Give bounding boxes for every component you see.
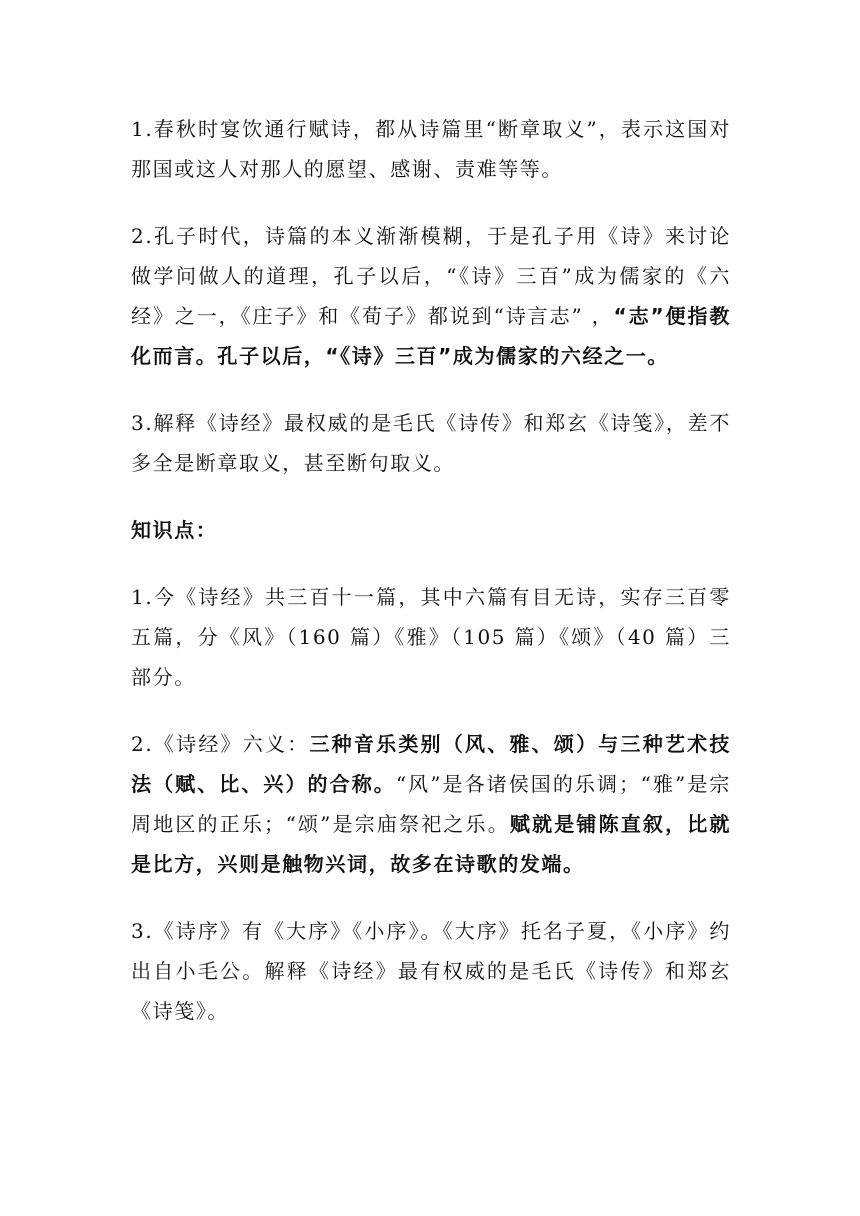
paragraph-1: 1.春秋时宴饮通行赋诗，都从诗篇里“断章取义”，表示这国对那国或这人对那人的愿望、感谢、责难等等。 xyxy=(131,117,731,181)
paragraph-3: 3.解释《诗经》最权威的是毛氏《诗传》和郑玄《诗笺》，差不多全是断章取义，甚至断句取义。 xyxy=(131,411,731,475)
paragraph-2 xyxy=(131,216,731,376)
knowledge-point-2 xyxy=(131,724,731,884)
document-body xyxy=(131,109,731,1058)
knowledge-point-2-prefix: 2.《诗经》六义： xyxy=(131,732,310,756)
knowledge-point-2-middle: “风”是各诸侯国的乐调；“雅”是宗周地区的正乐；“颂”是宗庙祭祀之乐。 xyxy=(131,772,731,836)
knowledge-point-2-bold-1: 三种音乐类别（风、雅、颂）与三种艺术技法（赋、比、兴）的合称。 xyxy=(131,732,732,796)
section-heading: 知识点： xyxy=(131,518,218,542)
knowledge-point-3: 3.《诗序》有《大序》《小序》。《大序》托名子夏，《小序》约出自小毛公。解释《诗经》最有权威的是毛氏《诗传》和郑玄《诗笺》。 xyxy=(131,919,731,1023)
knowledge-point-1: 1.今《诗经》共三百十一篇，其中六篇有目无诗，实存三百零五篇，分《风》（160 篇）《雅》（105 篇）《颂》（40 篇）三部分。 xyxy=(131,585,731,689)
knowledge-point-2-bold-2: 赋就是铺陈直叙，比就是比方，兴则是触物兴词，故多在诗歌的发端。 xyxy=(131,812,732,876)
paragraph-2-bold: “志”便指教化而言。孔子以后，“《诗》三百”成为儒家的六经之一。 xyxy=(131,304,731,368)
paragraph-2-plain: 2.孔子时代，诗篇的本义渐渐模糊，于是孔子用《诗》来讨论做学问做人的道理，孔子以后，“《诗》三百”成为儒家的《六经》之一，《庄子》和《荀子》都说到“诗言志” ， xyxy=(131,224,731,328)
